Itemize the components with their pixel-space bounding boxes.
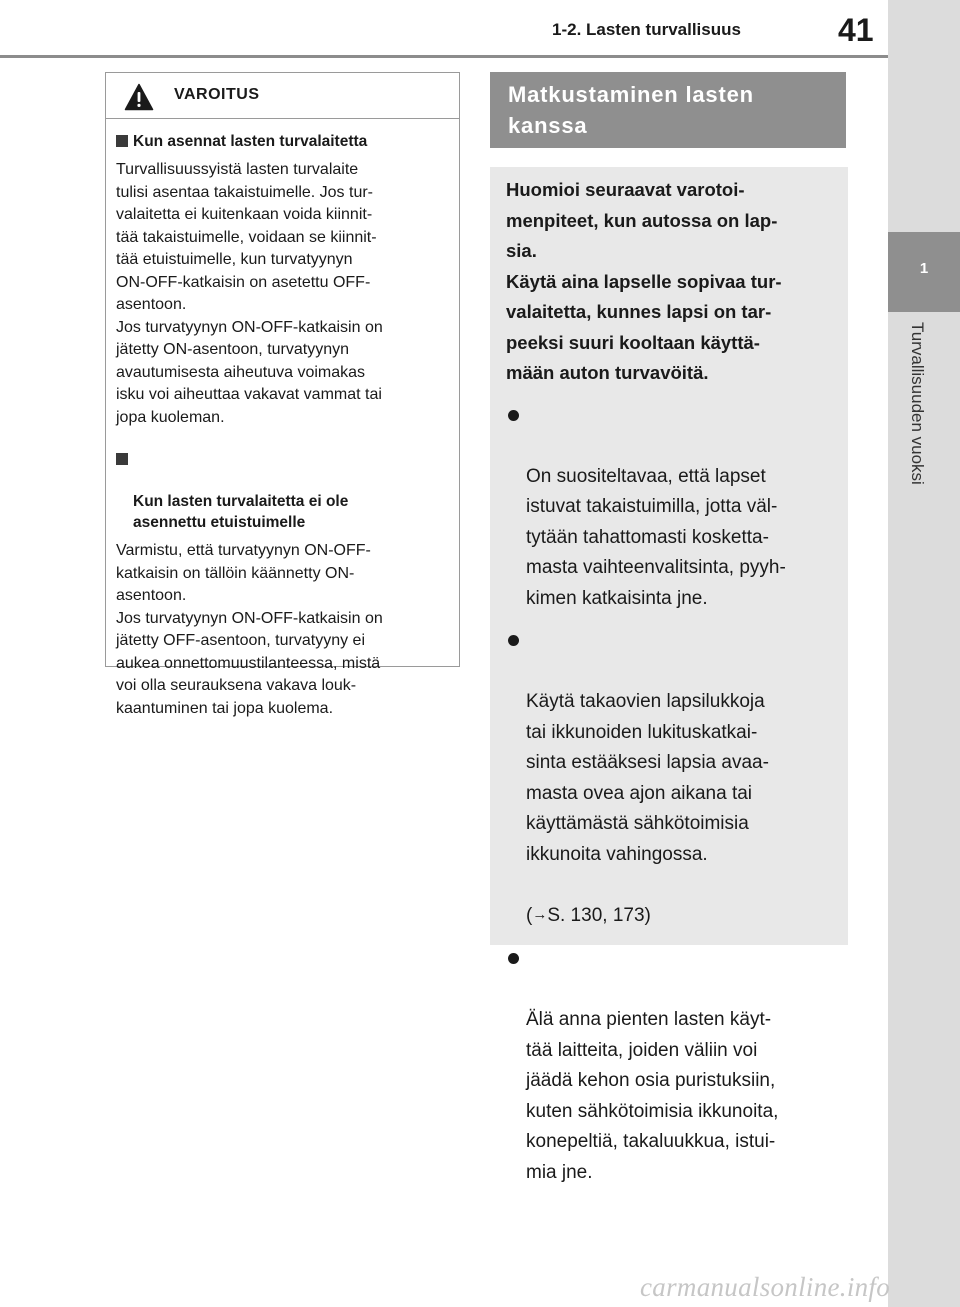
list-item xyxy=(506,401,832,615)
warning-subheading xyxy=(116,131,449,152)
chapter-number: 1 xyxy=(919,260,929,277)
list-item-text: On suositeltavaa, että lapset istuvat takaistuimilla, jotta väl- tytään tahattomasti kosketta- masta vaihteenvalitsinta, pyyh- kimen katkaisinta jne. xyxy=(526,465,786,609)
page-reference[interactable] xyxy=(526,905,651,926)
list-item xyxy=(506,944,832,1188)
list-item xyxy=(506,626,832,932)
warning-paragraph: Turvallisuussyistä lasten turvalaite tulisi asentaa takaistuimelle. Jos tur- valaitetta ei kuitenkaan voida kiinnit- tää takaistuimelle, voidaan se kiinnit- tää etuistuimelle, kun turvatyynyn ON-OFF-katkaisin on asetettu OFF- asentoon. Jos turvatyynyn ON-OFF-katkaisin on jätetty ON-asentoon, turvatyynyn avautumisesta aiheutuva voimakas isku voi aiheuttaa vakavat vammat tai jopa kuoleman. xyxy=(116,161,383,426)
list-item-text: Älä anna pienten lasten käyt- tää laitteita, joiden väliin voi jäädä kehon osia puristuksiin, kuten sähkötoimisia ikkunoita, konepeltiä, takaluukkua, istui- mia jne. xyxy=(526,1009,779,1183)
info-panel xyxy=(490,167,848,1183)
square-bullet-icon xyxy=(116,135,128,147)
watermark: carmanualsonline.info xyxy=(640,1272,891,1302)
section-title: 1-2. Lasten turvallisuus xyxy=(552,20,741,39)
header-divider xyxy=(0,55,888,58)
section-heading xyxy=(490,72,846,148)
chapter-title: Turvallisuuden vuoksi xyxy=(908,322,927,485)
bullet-dot-icon xyxy=(508,410,519,421)
square-bullet-icon xyxy=(116,453,128,465)
warning-body xyxy=(106,119,459,720)
warning-subheading-text: Kun asennat lasten turvalaitetta xyxy=(133,133,368,150)
warning-subheading xyxy=(116,449,449,533)
page-number: 41 xyxy=(838,12,874,48)
ref-text: S. 130, 173) xyxy=(547,904,651,926)
warning-title: VAROITUS xyxy=(174,86,260,103)
list-item-text: Käytä takaovien lapsilukkoja tai ikkunoiden lukituskatkai- sinta estääksesi lapsia avaa- masta ovea ajon aikana tai käyttämästä sähkötoimisia ikkunoita vahingossa. xyxy=(526,691,769,865)
warning-header xyxy=(106,73,459,119)
arrow-right-icon: → xyxy=(532,905,548,923)
warning-paragraph: Varmistu, että turvatyynyn ON-OFF- katkaisin on tällöin käännetty ON- asentoon. Jos turvatyynyn ON-OFF-katkaisin on jätetty OFF-asentoon, turvatyyny ei aukea onnettomuustilanteessa, mistä voi olla seurauksena vakava louk- kaantuminen tai jopa kuolema. xyxy=(116,542,383,717)
warning-subheading-text: Kun lasten turvalaitetta ei ole asennettu etuistuimelle xyxy=(133,493,349,531)
ref-prefix: ( xyxy=(526,904,533,926)
chapter-tab xyxy=(888,232,960,312)
bullet-dot-icon xyxy=(508,635,519,646)
section-heading-text: Matkustaminen lasten kanssa xyxy=(508,82,754,138)
warning-box xyxy=(105,72,460,717)
warning-triangle-icon xyxy=(124,83,154,111)
bullet-dot-icon xyxy=(508,953,519,964)
intro-text: Huomioi seuraavat varotoi- menpiteet, kun autossa on lap- sia. Käytä aina lapselle sopivaa tur- valaitetta, kunnes lapsi on tar- peeksi suuri kooltaan käyttä- mään auton turvavöitä. xyxy=(506,179,782,383)
side-strip xyxy=(888,0,960,1307)
